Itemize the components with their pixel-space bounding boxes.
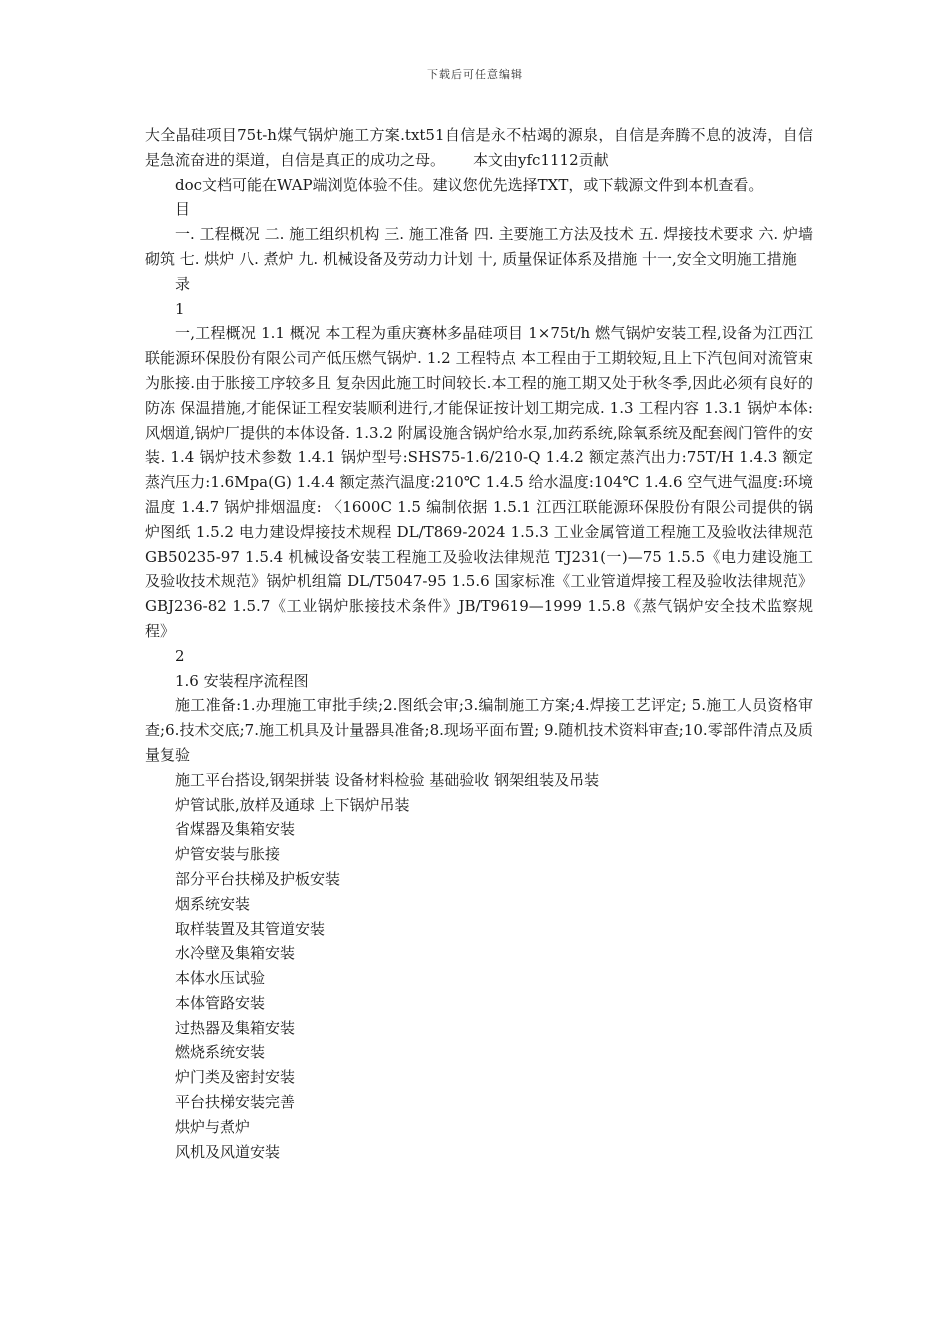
flow-step: 平台扶梯安装完善 (175, 1093, 296, 1112)
intro-text: 大全晶硅项目75t-h煤气锅炉施工方案.txt51自信是永不枯竭的源泉，自信是奔腾不息的波涛，自信是急流奋进的渠道，自信是真正的成功之母。 (145, 126, 813, 169)
flow-steps-list (145, 768, 813, 1165)
flow-step: 风机及风道安装 (175, 1142, 281, 1161)
toc-heading-lu: 录 (175, 274, 191, 293)
flow-step: 炉门类及密封安装 (175, 1068, 296, 1087)
flow-step: 取样装置及其管道安装 (175, 919, 326, 938)
flow-title: 1.6 安装程序流程图 (175, 671, 309, 690)
flow-step: 炉管试胀,放样及通球 上下锅炉吊装 (175, 795, 410, 814)
page-number-2: 2 (175, 646, 185, 665)
flow-step: 烟系统安装 (175, 894, 251, 913)
toc-items: 一. 工程概况 二. 施工组织机构 三. 施工准备 四. 主要施工方法及技术 五. 焊接技术要求 六. 炉墙砌筑 七. 烘炉 八. 煮炉 九. 机械设备及劳动力计划 十, 质量保证体系及措施 十一,安全文明施工措施 (145, 225, 813, 268)
page-header: 下载后可任意编辑 (427, 68, 523, 81)
intro-paragraph (145, 123, 813, 173)
flow-step: 本体水压试验 (175, 969, 266, 988)
flow-step: 水冷壁及集箱安装 (175, 944, 296, 963)
flow-step: 炉管安装与胀接 (175, 845, 281, 864)
page-number-1: 1 (175, 299, 185, 318)
toc-heading-mu: 目 (175, 200, 191, 219)
flow-step: 烘炉与煮炉 (175, 1117, 251, 1136)
section-1-overview: 一,工程概况 1.1 概况 本工程为重庆赛林多晶硅项目 1×75t/h 燃气锅炉安装工程,设备为江西江 联能源环保股份有限公司产低压燃气锅炉. 1.2 工程特点 本工程由于工期较短,且上下汽包间对流管束为胀接.由于胀接工序较多且 复杂因此施工时间较长.本工程的施工期又处于秋冬季,因此必须有良好的防冻 保温措施,才能保证工程安装顺利进行,才能保证按计划工期完成. 1.3 工程内容 1.3.1 锅炉本体:风烟道,锅炉厂提供的本体设备. 1.3.2 附属设施含锅炉给水泵,加药系统,除氧系统及配套阀门管件的安装. 1.4 锅炉技术参数 1.4.1 锅炉型号:SHS75-1.6/210-Q 1.4.2 额定蒸汽出力:75T/H 1.4.3 额定蒸汽压力:1.6Mpa(G) 1.4.4 额定蒸汽温度:210℃ 1.4.5 给水温度:104℃ 1.4.6 空气进气温度:环境温度 1.4.7 锅炉排烟温度: 〈1600C 1.5 编制依据 1.5.1 江西江联能源环保股份有限公司提供的锅炉图纸 1.5.2 电力建设焊接技术规程 DL/T869-2024 1.5.3 工业金属管道工程施工及验收法律规范 GB50235-97 1.5.4 机械设备安装工程施工及验收法律规范 TJ231(一)—75 1.5.5《电力建设施工及验收技术规范》锅炉机组篇 DL/T5047-95 1.5.6 国家标准《工业管道焊接工程及验收法律规范》GBJ236-82 1.5.7《工业锅炉胀接技术条件》JB/T9619—1999 1.5.8《蒸气锅炉安全技术监察规程》 (145, 324, 813, 640)
flow-step: 过热器及集箱安装 (175, 1018, 296, 1037)
flow-step: 施工平台搭设,钢架拼装 设备材料检验 基础验收 钢架组装及吊装 (175, 770, 600, 789)
flow-step: 本体管路安装 (175, 993, 266, 1012)
document-body (145, 123, 813, 1164)
flow-step: 燃烧系统安装 (175, 1043, 266, 1062)
doc-note: doc文档可能在WAP端浏览体验不佳。建议您优先选择TXT，或下载源文件到本机查看。 (175, 175, 764, 194)
flow-step: 部分平台扶梯及护板安装 (175, 869, 341, 888)
contributor-text: 本文由yfc1112贡献 (473, 150, 609, 169)
flow-step: 省煤器及集箱安装 (175, 820, 296, 839)
construction-prep: 施工准备:1.办理施工审批手续;2.图纸会审;3.编制施工方案;4.焊接工艺评定; 5.施工人员资格审查;6.技术交底;7.施工机具及计量器具准备;8.现场平面布置; 9.随机技术资料审查;10.零部件清点及质量复验 (145, 696, 813, 764)
